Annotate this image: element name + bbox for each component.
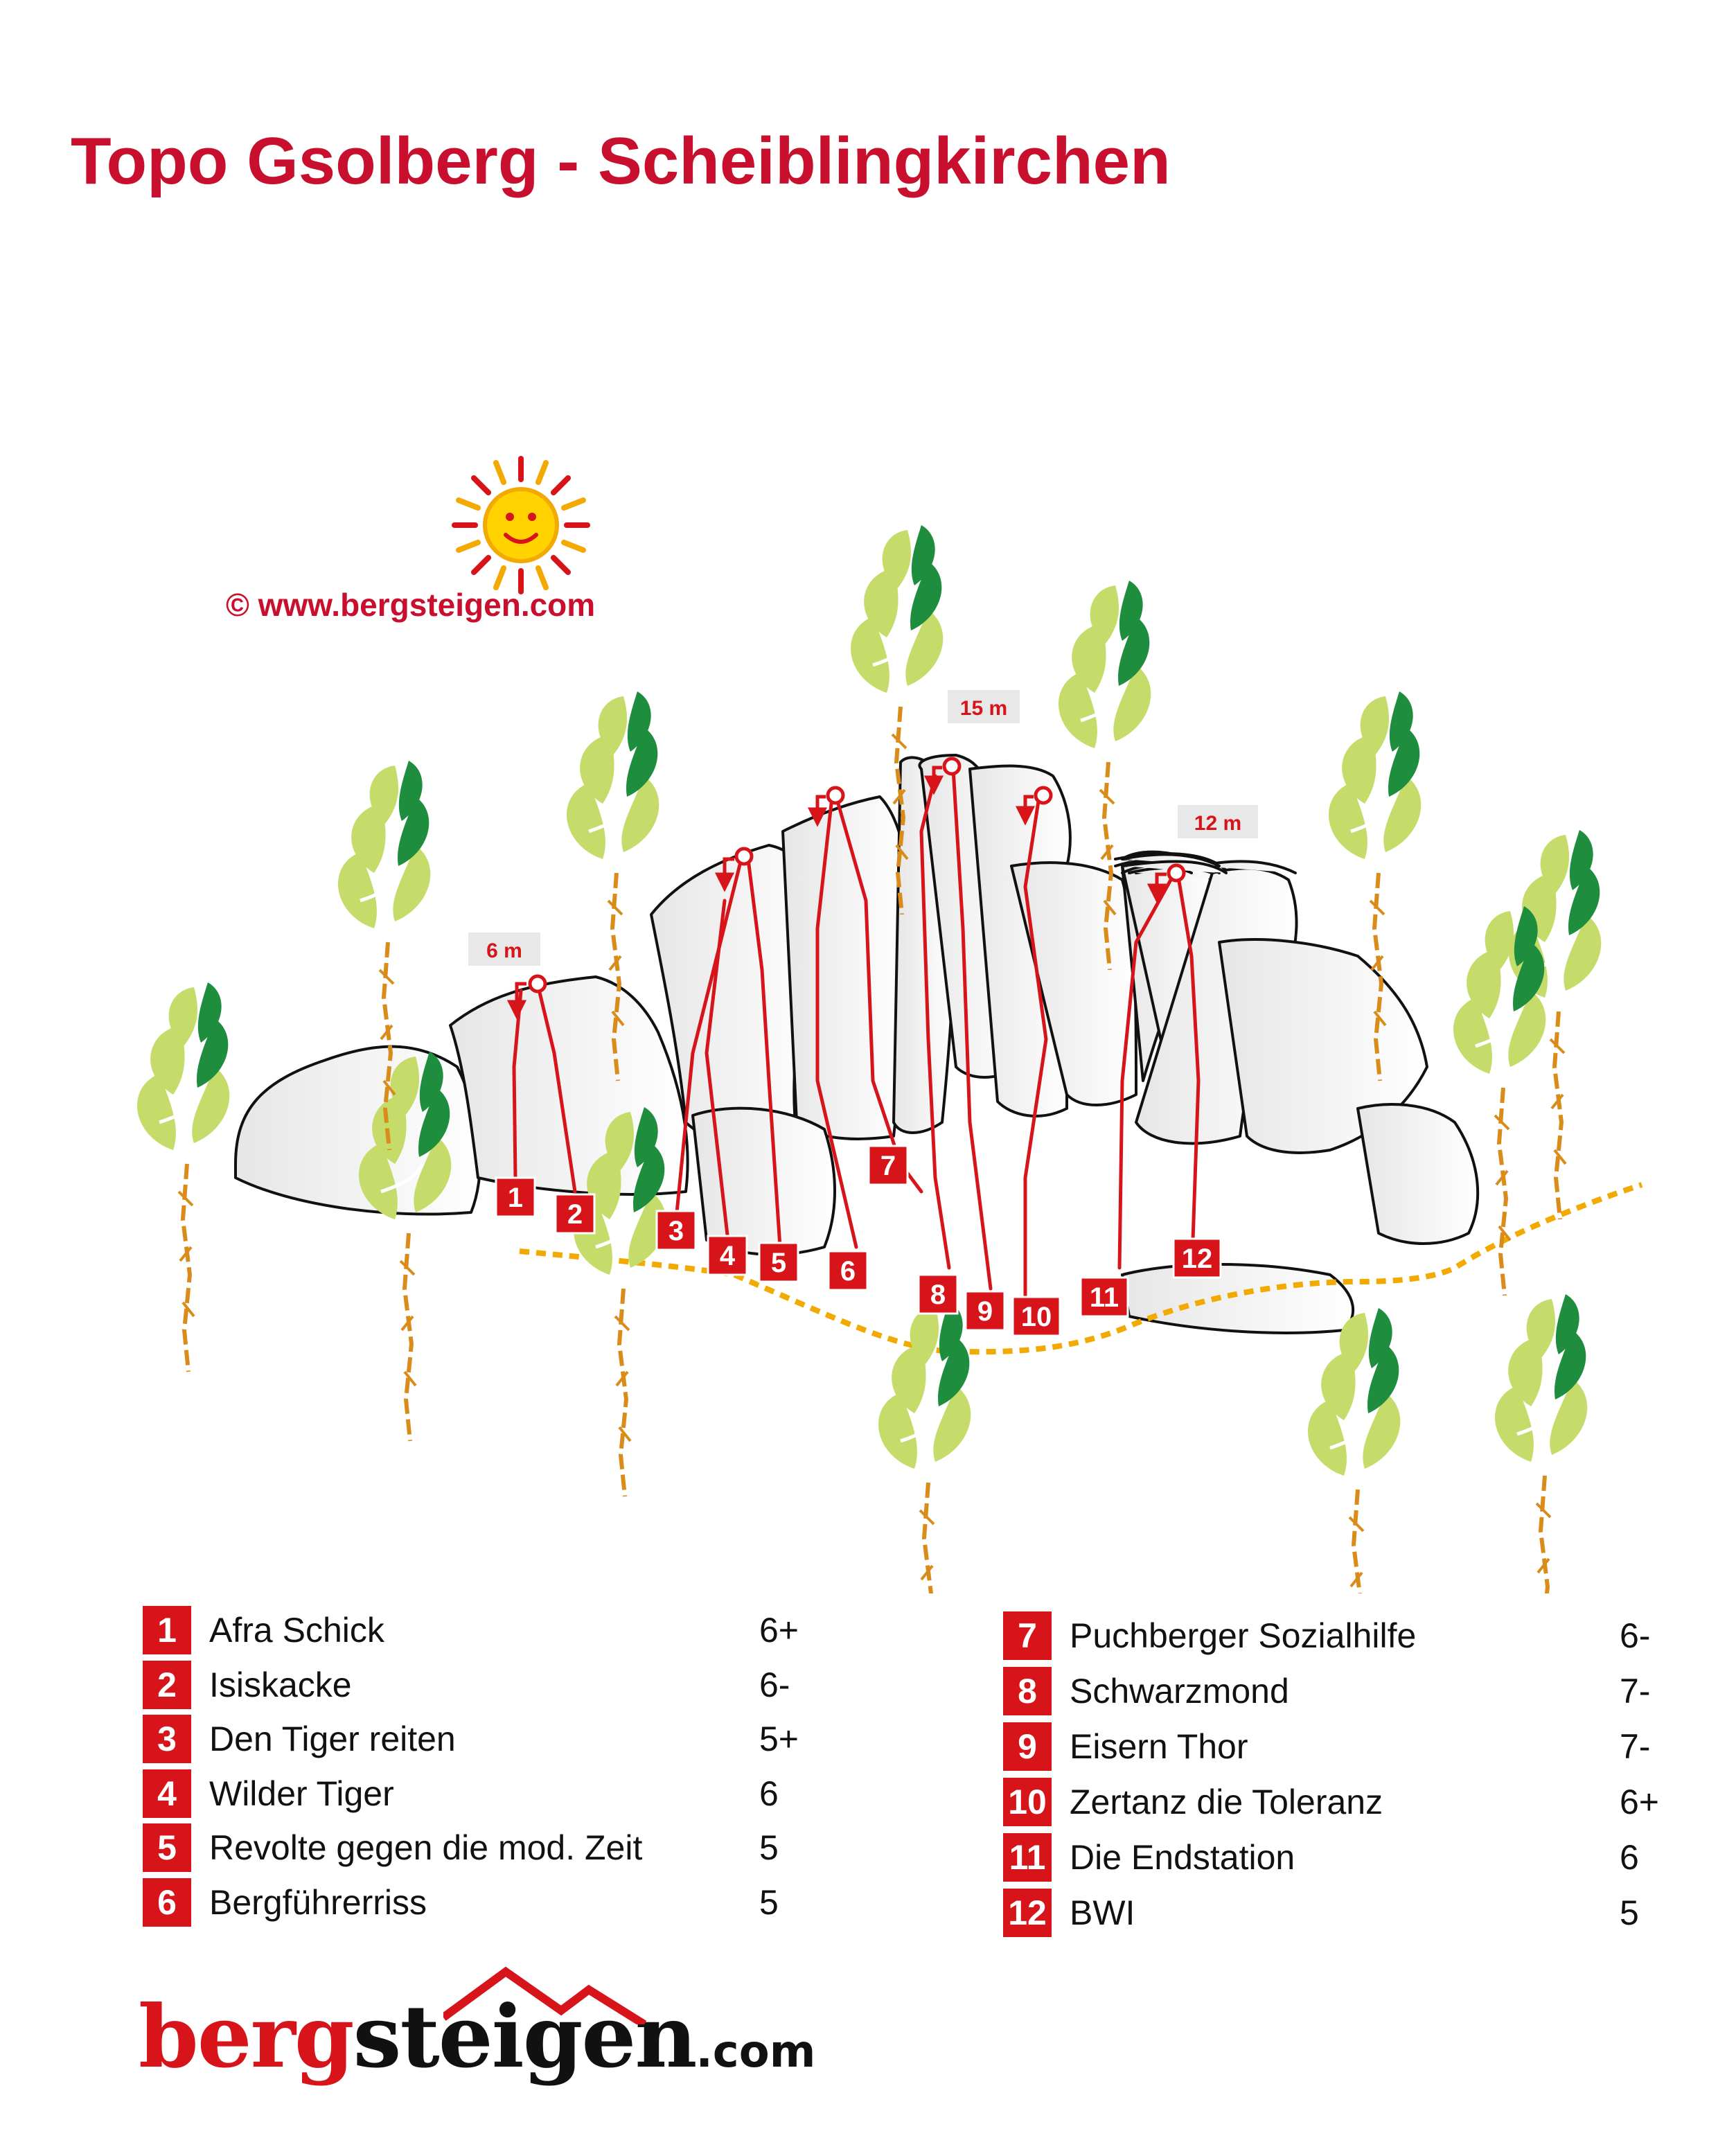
mountain-icon bbox=[443, 1962, 651, 2024]
legend-route-number: 2 bbox=[143, 1661, 191, 1709]
svg-text:5: 5 bbox=[770, 1248, 787, 1278]
page-title: Topo Gsolberg - Scheiblingkirchen bbox=[71, 124, 1171, 198]
legend-route-grade: 5+ bbox=[759, 1720, 799, 1758]
tree-icon bbox=[137, 982, 229, 1372]
route-marker-8 bbox=[919, 1275, 957, 1314]
legend-route-name: Wilder Tiger bbox=[209, 1774, 394, 1813]
legend-route-name: BWI bbox=[1070, 1893, 1135, 1932]
legend-route-number: 10 bbox=[1003, 1778, 1052, 1826]
legend-route-name: Den Tiger reiten bbox=[209, 1720, 456, 1758]
legend-route-number: 11 bbox=[1003, 1833, 1052, 1882]
legend-route-name: Zertanz die Toleranz bbox=[1070, 1783, 1383, 1821]
legend-route-number: 7 bbox=[1003, 1611, 1052, 1660]
svg-text:10: 10 bbox=[1020, 1302, 1052, 1332]
brand-logo[interactable] bbox=[139, 1987, 815, 2087]
legend-route-name: Isiskacke bbox=[209, 1665, 352, 1704]
svg-text:9: 9 bbox=[977, 1296, 993, 1327]
legend-row bbox=[143, 1715, 815, 1763]
anchor-icon bbox=[1169, 865, 1184, 881]
legend-route-grade: 6- bbox=[1620, 1616, 1651, 1655]
legend-row bbox=[1003, 1833, 1675, 1882]
legend-row bbox=[143, 1823, 815, 1872]
tree-icon bbox=[878, 1301, 971, 1593]
legend-route-grade: 5 bbox=[759, 1828, 779, 1867]
legend-row bbox=[1003, 1722, 1675, 1771]
anchor-icon bbox=[1036, 788, 1051, 803]
legend-route-number: 6 bbox=[143, 1878, 191, 1927]
svg-text:6: 6 bbox=[840, 1256, 856, 1287]
tree-icon bbox=[1453, 906, 1546, 1296]
route-marker-12 bbox=[1174, 1239, 1221, 1278]
route-marker-4 bbox=[708, 1236, 747, 1275]
legend-route-name: Eisern Thor bbox=[1070, 1727, 1248, 1766]
legend-row bbox=[1003, 1667, 1675, 1715]
tree-icon bbox=[1495, 1294, 1587, 1593]
legend-route-number: 8 bbox=[1003, 1667, 1052, 1715]
route-marker-6 bbox=[829, 1251, 867, 1290]
route-marker-9 bbox=[966, 1291, 1004, 1330]
height-label-15m: 15 m bbox=[959, 697, 1008, 720]
svg-text:3: 3 bbox=[668, 1216, 684, 1246]
legend-row bbox=[143, 1769, 815, 1818]
logo-part-berg: berg bbox=[139, 1987, 353, 2087]
legend-route-number: 5 bbox=[143, 1823, 191, 1872]
legend-route-grade: 7- bbox=[1620, 1672, 1651, 1711]
anchor-icon bbox=[530, 976, 545, 991]
legend-route-name: Afra Schick bbox=[209, 1611, 384, 1650]
legend-route-grade: 5 bbox=[759, 1882, 779, 1922]
svg-text:4: 4 bbox=[719, 1241, 736, 1271]
svg-text:8: 8 bbox=[930, 1280, 946, 1310]
legend-route-name: Bergführerriss bbox=[209, 1882, 427, 1922]
anchor-icon bbox=[828, 788, 843, 803]
svg-text:1: 1 bbox=[507, 1183, 524, 1213]
legend-route-grade: 6+ bbox=[759, 1611, 799, 1650]
legend-route-number: 3 bbox=[143, 1715, 191, 1763]
legend-row bbox=[143, 1878, 815, 1927]
route-marker-3 bbox=[657, 1211, 696, 1250]
legend-route-grade: 6 bbox=[1620, 1838, 1639, 1877]
route-marker-5 bbox=[759, 1243, 798, 1282]
route-marker-7 bbox=[869, 1146, 907, 1185]
legend-row bbox=[143, 1606, 815, 1654]
legend-route-name: Revolte gegen die mod. Zeit bbox=[209, 1828, 643, 1867]
legend-row bbox=[1003, 1611, 1675, 1660]
tree-icon bbox=[1308, 1308, 1400, 1593]
route-marker-1 bbox=[496, 1178, 535, 1217]
legend-route-number: 4 bbox=[143, 1769, 191, 1818]
legend-route-number: 1 bbox=[143, 1606, 191, 1654]
route-marker-2 bbox=[556, 1194, 594, 1233]
legend-route-grade: 6+ bbox=[1620, 1783, 1660, 1821]
copyright-link[interactable]: © www.bergsteigen.com bbox=[226, 587, 596, 623]
anchor-icon bbox=[944, 759, 959, 774]
legend-route-number: 9 bbox=[1003, 1722, 1052, 1771]
svg-text:2: 2 bbox=[567, 1199, 583, 1230]
legend-route-name: Puchberger Sozialhilfe bbox=[1070, 1616, 1417, 1655]
route-marker-11 bbox=[1081, 1278, 1128, 1316]
anchor-icon bbox=[736, 849, 752, 864]
legend-row bbox=[1003, 1778, 1675, 1826]
legend-route-number: 12 bbox=[1003, 1889, 1052, 1937]
height-label-6m: 6 m bbox=[486, 939, 522, 962]
svg-text:12: 12 bbox=[1181, 1244, 1213, 1274]
legend-route-grade: 6- bbox=[759, 1665, 790, 1704]
legend-row bbox=[143, 1661, 815, 1709]
logo-part-com: .com bbox=[696, 2026, 816, 2078]
legend-route-grade: 5 bbox=[1620, 1893, 1639, 1932]
legend-route-grade: 6 bbox=[759, 1774, 779, 1813]
svg-text:11: 11 bbox=[1089, 1282, 1119, 1313]
legend-row bbox=[1003, 1889, 1675, 1937]
legend-route-grade: 7- bbox=[1620, 1727, 1651, 1766]
logo-part-steigen: steigen bbox=[353, 1987, 696, 2087]
legend-route-name: Die Endstation bbox=[1070, 1838, 1295, 1877]
sun-icon bbox=[454, 459, 587, 592]
height-label-12m: 12 m bbox=[1194, 812, 1242, 835]
legend-route-name: Schwarzmond bbox=[1070, 1672, 1289, 1711]
route-marker-10 bbox=[1013, 1297, 1060, 1336]
svg-text:7: 7 bbox=[880, 1151, 896, 1181]
